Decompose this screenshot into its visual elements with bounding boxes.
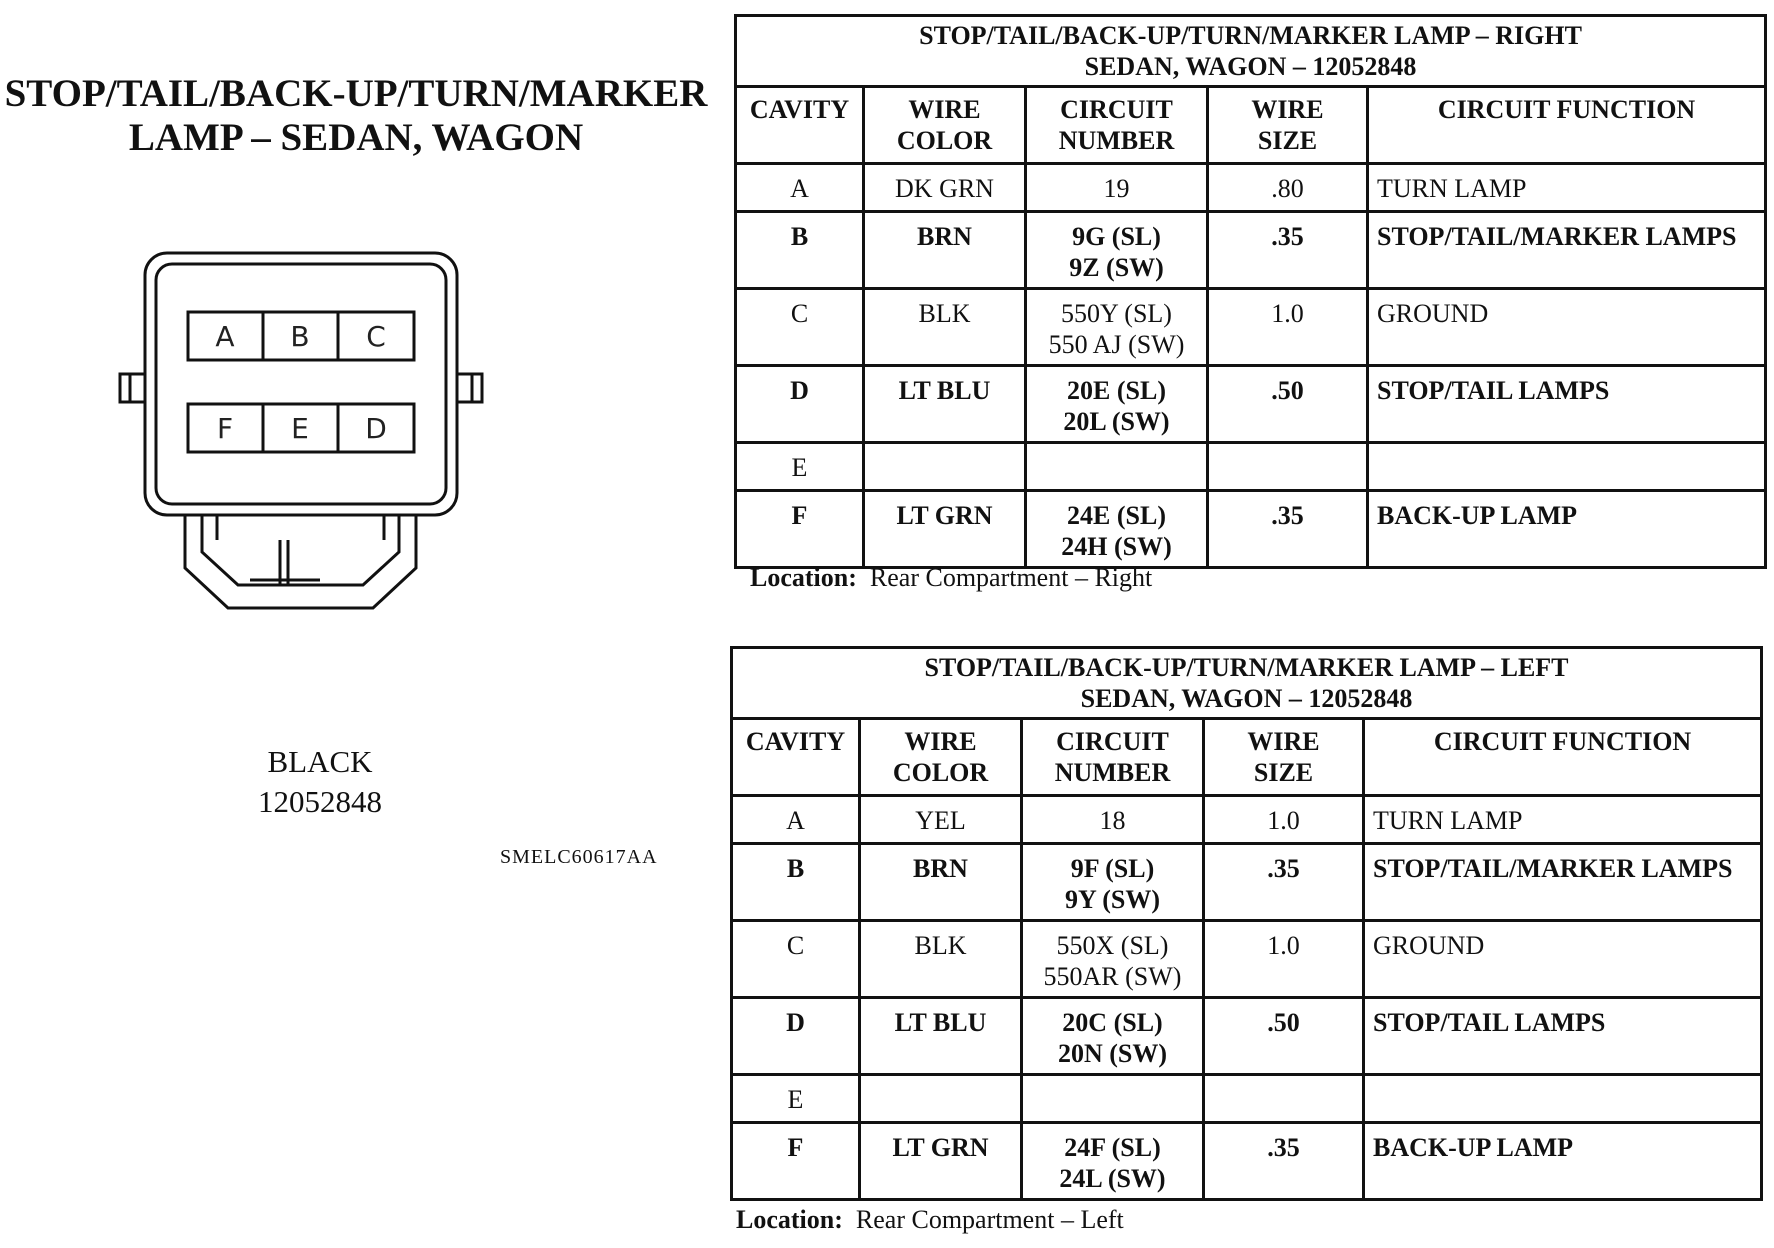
wire-color-cell [860, 1075, 1022, 1123]
left-latch-tab [120, 374, 145, 402]
circuit-function-cell: TURN LAMP [1364, 796, 1762, 844]
circuit-number-cell: 550X (SL) 550AR (SW) [1022, 921, 1204, 998]
circuit-function-cell: GROUND [1364, 921, 1762, 998]
table-title-line-1: STOP/TAIL/BACK-UP/TURN/MARKER LAMP – RIGHT [919, 21, 1582, 50]
location-right [750, 563, 1152, 593]
header-wire-size: WIRE SIZE [1204, 719, 1364, 796]
figure-code: SMELC60617AA [500, 846, 658, 868]
circuit-function-cell: STOP/TAIL LAMPS [1364, 998, 1762, 1075]
page-title [0, 72, 712, 160]
wire-color-cell [864, 443, 1026, 491]
right-latch-tab [457, 374, 482, 402]
table-row [736, 366, 1766, 443]
wire-color-cell: YEL [860, 796, 1022, 844]
wire-color-cell: BLK [860, 921, 1022, 998]
table-row [732, 1123, 1762, 1200]
circuit-function-cell: STOP/TAIL/MARKER LAMPS [1364, 844, 1762, 921]
circuit-number-cell: 9F (SL) 9Y (SW) [1022, 844, 1204, 921]
location-label: Location: [750, 563, 857, 592]
table-row [736, 164, 1766, 212]
cavity-cell: C [736, 289, 864, 366]
cavity-cell: B [736, 212, 864, 289]
connector-housing-inner [156, 264, 446, 504]
table-title-line-1: STOP/TAIL/BACK-UP/TURN/MARKER LAMP – LEFT [924, 653, 1569, 682]
table-title-line-2: SEDAN, WAGON – 12052848 [1084, 52, 1417, 81]
wire-color-cell: LT GRN [860, 1123, 1022, 1200]
cavity-label-A: A [215, 320, 235, 353]
wire-size-cell: .80 [1208, 164, 1368, 212]
table-title-line-2: SEDAN, WAGON – 12052848 [1080, 684, 1413, 713]
circuit-function-cell: GROUND [1368, 289, 1766, 366]
header-wire-size: WIRE SIZE [1208, 87, 1368, 164]
cavity-cell: A [732, 796, 860, 844]
location-label: Location: [736, 1205, 843, 1234]
wire-size-cell: .50 [1208, 366, 1368, 443]
title-line-1: STOP/TAIL/BACK-UP/TURN/MARKER [4, 72, 708, 115]
circuit-number-cell: 550Y (SL) 550 AJ (SW) [1026, 289, 1208, 366]
header-cavity: CAVITY [732, 719, 860, 796]
circuit-number-cell: 20C (SL) 20N (SW) [1022, 998, 1204, 1075]
table-row [732, 1075, 1762, 1123]
circuit-function-cell: STOP/TAIL/MARKER LAMPS [1368, 212, 1766, 289]
wire-size-cell: .35 [1204, 1123, 1364, 1200]
wire-size-cell: .35 [1204, 844, 1364, 921]
circuit-number-cell: 9G (SL) 9Z (SW) [1026, 212, 1208, 289]
circuit-function-cell: BACK-UP LAMP [1368, 491, 1766, 568]
wire-color-cell: LT BLU [864, 366, 1026, 443]
table-title [736, 16, 1766, 87]
cavity-label-F: F [216, 412, 234, 445]
circuit-function-cell: TURN LAMP [1368, 164, 1766, 212]
location-value: Rear Compartment – Left [855, 1205, 1124, 1234]
table-row [732, 921, 1762, 998]
circuit-number-cell: 19 [1026, 164, 1208, 212]
table-row [736, 212, 1766, 289]
wire-color-cell: BLK [864, 289, 1026, 366]
circuit-function-cell [1364, 1075, 1762, 1123]
cavity-cell: E [736, 443, 864, 491]
bottom-latch [185, 515, 416, 608]
table-row [736, 443, 1766, 491]
circuit-number-cell [1022, 1075, 1204, 1123]
circuit-number-cell: 24F (SL) 24L (SW) [1022, 1123, 1204, 1200]
circuit-function-cell: BACK-UP LAMP [1364, 1123, 1762, 1200]
cavity-cell: F [732, 1123, 860, 1200]
header-wire-color: WIRE COLOR [864, 87, 1026, 164]
location-value: Rear Compartment – Right [869, 563, 1153, 592]
header-cavity: CAVITY [736, 87, 864, 164]
cavity-cell: F [736, 491, 864, 568]
header-wire-color: WIRE COLOR [860, 719, 1022, 796]
table-row [736, 491, 1766, 568]
wire-size-cell [1208, 443, 1368, 491]
circuit-number-cell [1026, 443, 1208, 491]
wire-size-cell: .35 [1208, 212, 1368, 289]
wire-color-cell: LT BLU [860, 998, 1022, 1075]
wire-color-cell: BRN [864, 212, 1026, 289]
cavity-label-E: E [291, 412, 309, 445]
header-circuit-number: CIRCUIT NUMBER [1026, 87, 1208, 164]
wire-size-cell: .35 [1208, 491, 1368, 568]
table-header-row [736, 87, 1766, 164]
circuit-number-cell: 24E (SL) 24H (SW) [1026, 491, 1208, 568]
connector-part-number: 12052848 [258, 784, 382, 819]
connector-color: BLACK [267, 744, 373, 779]
cavity-label-D: D [365, 412, 387, 445]
circuit-function-cell: STOP/TAIL LAMPS [1368, 366, 1766, 443]
pinout-table-left [730, 646, 1763, 1201]
header-circuit-function: CIRCUIT FUNCTION [1364, 719, 1762, 796]
pinout-table-right [734, 14, 1767, 569]
title-line-2: LAMP – SEDAN, WAGON [128, 116, 584, 159]
location-left [736, 1205, 1124, 1235]
table-title [732, 648, 1762, 719]
header-circuit-function: CIRCUIT FUNCTION [1368, 87, 1766, 164]
wire-size-cell: 1.0 [1204, 796, 1364, 844]
wire-size-cell: 1.0 [1204, 921, 1364, 998]
circuit-number-cell: 18 [1022, 796, 1204, 844]
cavity-cell: B [732, 844, 860, 921]
cavity-label-B: B [290, 320, 310, 353]
wire-color-cell: BRN [860, 844, 1022, 921]
wire-size-cell: 1.0 [1208, 289, 1368, 366]
table-header-row [732, 719, 1762, 796]
wire-size-cell [1204, 1075, 1364, 1123]
circuit-function-cell [1368, 443, 1766, 491]
header-circuit-number: CIRCUIT NUMBER [1022, 719, 1204, 796]
table-row [736, 289, 1766, 366]
wire-size-cell: .50 [1204, 998, 1364, 1075]
connector-face-diagram [110, 250, 540, 650]
cavity-cell: D [736, 366, 864, 443]
table-row [732, 796, 1762, 844]
circuit-number-cell: 20E (SL) 20L (SW) [1026, 366, 1208, 443]
table-row [732, 844, 1762, 921]
cavity-cell: C [732, 921, 860, 998]
cavity-cell: E [732, 1075, 860, 1123]
table-row [732, 998, 1762, 1075]
wire-color-cell: DK GRN [864, 164, 1026, 212]
connector-housing-outer [145, 253, 457, 515]
cavity-label-C: C [366, 320, 386, 353]
connector-caption [215, 742, 425, 822]
wire-color-cell: LT GRN [864, 491, 1026, 568]
cavity-cell: D [732, 998, 860, 1075]
cavity-cell: A [736, 164, 864, 212]
